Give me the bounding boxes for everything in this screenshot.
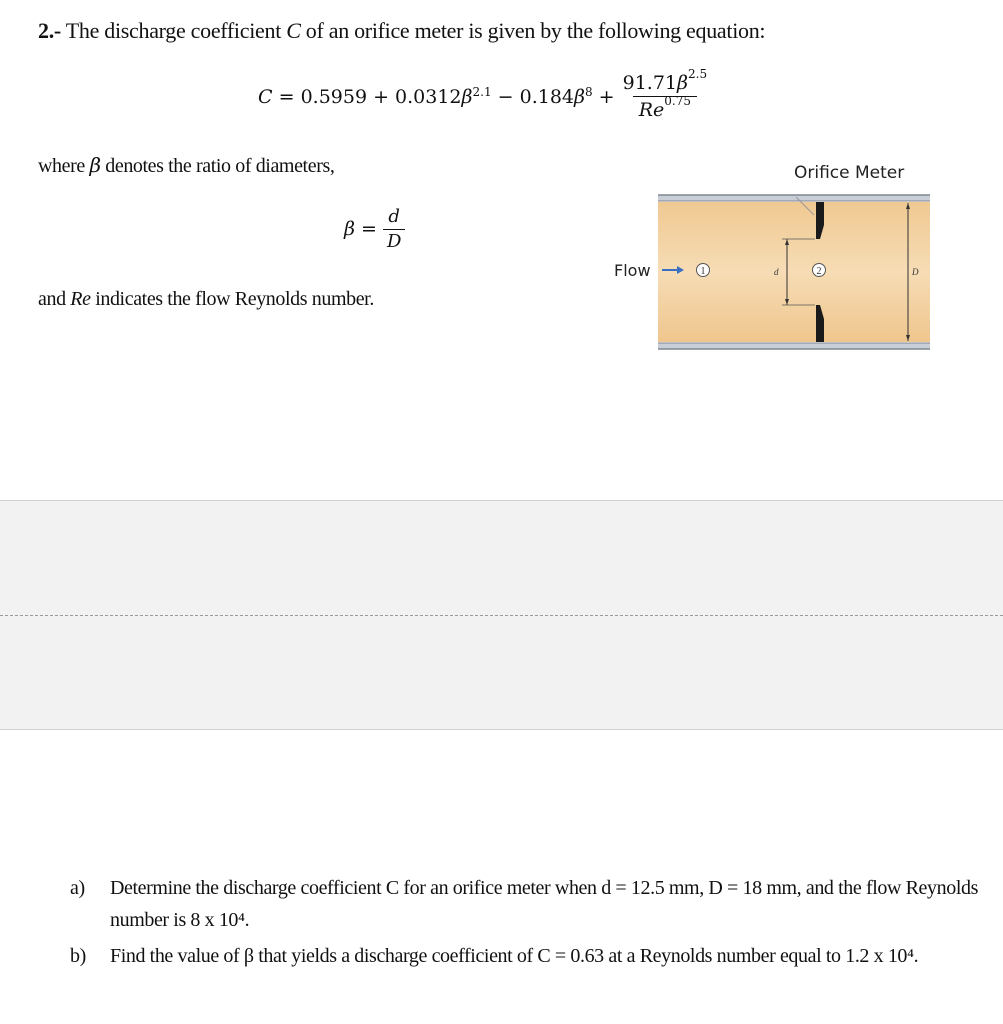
answer-area [0, 500, 1003, 730]
answer-divider [0, 615, 1003, 616]
where-var: β [89, 153, 101, 177]
beta-fraction [383, 206, 405, 252]
problem-number: 2.- [38, 18, 61, 43]
discharge-equation [258, 67, 709, 121]
and-line [38, 288, 374, 311]
eq-denominator [633, 96, 697, 121]
question-b [70, 940, 990, 972]
eq-term2: − 0.184 [491, 85, 575, 108]
where-line [38, 153, 334, 178]
eq-num-value: 91.71 [622, 72, 678, 94]
point-1-label: 1 [700, 266, 706, 277]
question-list [70, 872, 990, 972]
beta-numerator: d [388, 206, 400, 227]
big-d-label: D [912, 267, 919, 277]
heading-rest: of an orifice meter is given by the following equation: [305, 18, 766, 43]
small-d-label: d [774, 267, 779, 277]
eq-plus: + [592, 85, 615, 108]
eq-exp1: 2.1 [472, 84, 492, 99]
eq-lhs: C [258, 85, 273, 108]
point-2-label: 2 [816, 266, 822, 277]
beta-definition [344, 206, 405, 252]
eq-equals: = [278, 85, 295, 108]
problem-heading [38, 18, 765, 44]
question-a [70, 872, 990, 936]
and-prefix: and [38, 288, 66, 310]
where-rest: denotes the ratio of diameters, [105, 155, 335, 177]
question-label: b) [70, 945, 86, 967]
question-text: Determine the discharge coefficient C for an orifice meter when d = 12.5 mm, D = 18 mm, and the flow Reynolds number is 8 x 10⁴. [110, 877, 978, 931]
pipe-wall-bottom [658, 343, 930, 349]
orifice-meter-diagram [600, 155, 940, 355]
eq-numerator [621, 67, 709, 96]
and-var: Re [70, 288, 91, 310]
heading-variable: C [286, 18, 301, 43]
eq-fraction [621, 67, 709, 121]
heading-text: The discharge coefficient [65, 18, 282, 43]
beta-denominator: D [383, 229, 405, 252]
eq-den-exp: 0.75 [664, 94, 691, 108]
diagram-title: Orifice Meter [794, 163, 905, 183]
flow-label: Flow [614, 261, 651, 280]
eq-num-exp: 2.5 [688, 67, 708, 81]
eq-term1: 0.5959 + 0.0312 [300, 85, 462, 108]
pipe-wall-top [658, 195, 930, 201]
eq-beta-2: β [574, 85, 585, 108]
and-rest: indicates the flow Reynolds number. [95, 288, 374, 310]
eq-beta-1: β [461, 85, 473, 108]
beta-lhs: β [344, 218, 355, 240]
beta-equals: = [361, 218, 377, 240]
question-label: a) [70, 877, 85, 899]
eq-den-re: Re [638, 99, 665, 121]
eq-num-beta: β [677, 72, 688, 94]
eq-exp2: 8 [585, 84, 593, 99]
question-text: Find the value of β that yields a discharge coefficient of C = 0.63 at a Reynolds number equal to 1.2 x 10⁴. [110, 945, 919, 967]
where-prefix: where [38, 155, 85, 177]
